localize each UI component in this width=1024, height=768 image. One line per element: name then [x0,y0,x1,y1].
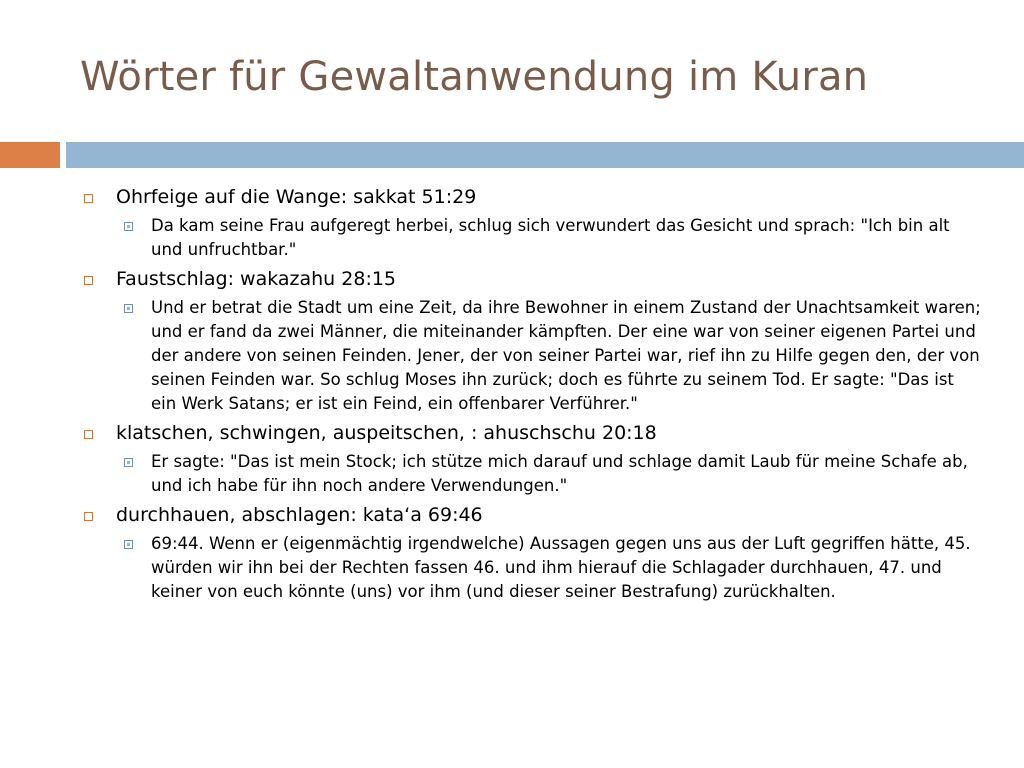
accent-bar [0,142,60,168]
bullet-item [82,420,982,446]
sub-bullet-text: 69:44. Wenn er (eigenmächtig irgendwelche) Aussagen gegen uns aus der Luft gegriffen hätte, 45. würden wir ihn bei der Rechten fassen 46. und ihm hierauf die Schlagader durchhauen, 47. und keiner von euch könnte (uns) vor ihm (und dieser seiner Bestrafung) zurückhalten. [151,534,971,601]
bullet-heading: durchhauen, abschlagen: kata‘a 69:46 [116,504,483,526]
bullet-heading: klatschen, schwingen, auspeitschen, : ahuschschu 20:18 [116,422,657,444]
sub-bullet-text: Und er betrat die Stadt um eine Zeit, da ihre Bewohner in einem Zustand der Unachtsamkeit waren; und er fand da zwei Männer, die miteinander kämpften. Der eine war von seiner eigenen Partei und der andere von seinen Feinden. Jener, der von seiner Partei war, rief ihn zu Hilfe gegen den, der von seinen Feinden war. So schlug Moses ihn zurück; doch es führte zu seinem Tod. Er sagte: "Das ist ein Werk Satans; er ist ein Feind, ein offenbarer Verführer." [151,298,981,413]
square-bullet-icon [84,430,93,439]
sub-bullet-item [82,296,982,416]
title-divider-bar [66,142,1024,168]
sub-bullet-text: Er sagte: "Das ist mein Stock; ich stütze mich darauf und schlage damit Laub für meine Schafe ab, und ich habe für ihn noch andere Verwendungen." [151,452,968,495]
filled-square-bullet-icon [124,540,133,549]
bullet-item [82,502,982,528]
bullet-heading: Ohrfeige auf die Wange: sakkat 51:29 [116,186,477,208]
sub-bullet-item [82,450,982,498]
filled-square-bullet-icon [124,458,133,467]
sub-bullet-text: Da kam seine Frau aufgeregt herbei, schlug sich verwundert das Gesicht und sprach: "Ich bin alt und unfruchtbar." [151,216,950,259]
slide-content [82,180,982,606]
bullet-item [82,184,982,210]
square-bullet-icon [84,512,93,521]
bullet-heading: Faustschlag: wakazahu 28:15 [116,268,397,290]
sub-bullet-item [82,532,982,604]
slide-title: Wörter für Gewaltanwendung im Kuran [80,54,869,100]
bullet-item [82,266,982,292]
sub-bullet-item [82,214,982,262]
filled-square-bullet-icon [124,222,133,231]
square-bullet-icon [84,194,93,203]
filled-square-bullet-icon [124,304,133,313]
square-bullet-icon [84,276,93,285]
